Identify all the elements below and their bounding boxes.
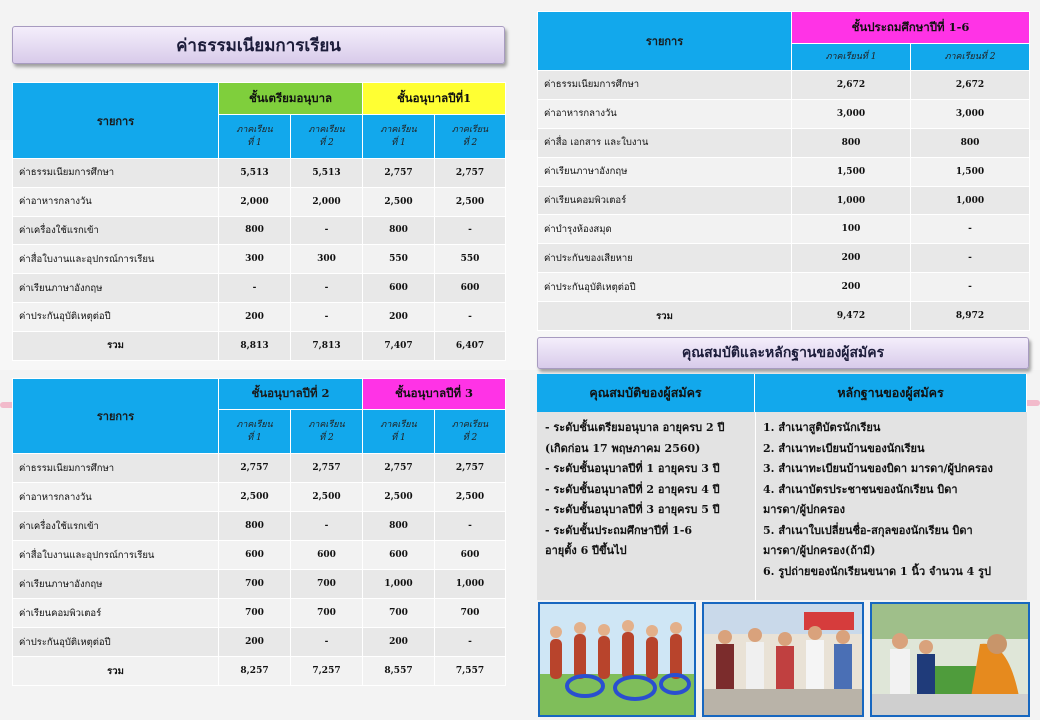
fee-cell: 3,000	[911, 99, 1030, 128]
fee-cell: 600	[219, 541, 291, 570]
row-label: ค่าเรียนคอมพิวเตอร์	[13, 599, 219, 628]
semester-header: ภาคเรียน ที่ 1	[219, 410, 291, 454]
fee-cell: 1,000	[911, 186, 1030, 215]
fee-cell: 700	[219, 570, 291, 599]
fee-cell: 2,500	[435, 483, 506, 512]
fee-cell: 300	[291, 245, 363, 274]
row-label: ค่าธรรมเนียมการศึกษา	[538, 71, 792, 100]
table-row	[13, 302, 506, 331]
fee-cell: 2,000	[291, 187, 363, 216]
fee-cell: 2,757	[291, 454, 363, 483]
table-row	[13, 570, 506, 599]
fee-cell: 200	[219, 302, 291, 331]
row-label: ค่าประกันอุบัติเหตุต่อปี	[13, 628, 219, 657]
fee-cell: -	[435, 216, 506, 245]
fee-cell: 800	[363, 216, 435, 245]
fee-cell: 200	[363, 302, 435, 331]
row-label: ค่าสื่อใบงานและอุปกรณ์การเรียน	[13, 541, 219, 570]
group-header-kinder3: ชั้นอนุบาลปีที่ 3	[363, 379, 506, 410]
row-label: ค่าสื่อใบงานและอุปกรณ์การเรียน	[13, 245, 219, 274]
row-label: ค่าเรียนภาษาอังกฤษ	[13, 274, 219, 303]
semester-header: ภาคเรียน ที่ 1	[219, 115, 291, 159]
fee-cell: -	[435, 302, 506, 331]
semester-header: ภาคเรียน ที่ 2	[291, 115, 363, 159]
fee-cell: -	[291, 274, 363, 303]
fee-cell: 1,500	[911, 157, 1030, 186]
row-label: ค่าอาหารกลางวัน	[13, 187, 219, 216]
fee-cell: 700	[435, 599, 506, 628]
fee-cell: 2,672	[792, 71, 911, 100]
table-row	[538, 99, 1030, 128]
fee-cell: 2,757	[363, 159, 435, 188]
table-row	[538, 273, 1030, 302]
list-item: 4. สำเนาบัตรประชาชนของนักเรียน บิดา	[763, 482, 958, 496]
total-row	[13, 331, 506, 360]
table-row	[13, 216, 506, 245]
documents-list	[763, 418, 993, 582]
documents-header: หลักฐานของผู้สมัคร	[755, 374, 1027, 412]
group-header-prekinder: ชั้นเตรียมอนุบาล	[219, 83, 363, 115]
fee-table-primary	[537, 11, 1030, 331]
fee-cell: 2,500	[291, 483, 363, 512]
page-title: ค่าธรรมเนียมการเรียน	[12, 26, 505, 64]
fee-cell: 2,672	[911, 71, 1030, 100]
table-row	[13, 599, 506, 628]
total-cell: 8,557	[363, 657, 435, 686]
fee-cell: 2,500	[435, 187, 506, 216]
fee-cell: 800	[219, 216, 291, 245]
fee-cell: 600	[291, 541, 363, 570]
row-label: ค่าธรรมเนียมการศึกษา	[13, 454, 219, 483]
qualifications-list	[545, 418, 724, 562]
fee-cell: 2,757	[435, 454, 506, 483]
table-row	[13, 159, 506, 188]
table-row	[538, 244, 1030, 273]
total-cell: 7,407	[363, 331, 435, 360]
total-label: รวม	[13, 331, 219, 360]
list-item: 6. รูปถ่ายของนักเรียนขนาด 1 นิ้ว จำนวน 4 รูป	[763, 564, 992, 578]
total-label: รวม	[538, 302, 792, 331]
fee-cell: 600	[435, 274, 506, 303]
total-row	[13, 657, 506, 686]
fee-cell: 700	[219, 599, 291, 628]
semester-header: ภาคเรียน ที่ 2	[435, 410, 506, 454]
row-label: ค่าสื่อ เอกสาร และใบงาน	[538, 128, 792, 157]
list-item: - ระดับชั้นประถมศึกษาปีที่ 1-6	[545, 523, 693, 537]
row-label: ค่าประกันอุบัติเหตุต่อปี	[538, 273, 792, 302]
fee-cell: 5,513	[219, 159, 291, 188]
row-label: ค่าประกันของเสียหาย	[538, 244, 792, 273]
fee-cell: -	[219, 274, 291, 303]
group-header-kinder1: ชั้นอนุบาลปีที่1	[363, 83, 506, 115]
total-cell: 8,257	[219, 657, 291, 686]
divider	[755, 412, 756, 600]
row-label: ค่าเครื่องใช้แรกเข้า	[13, 216, 219, 245]
fee-cell: -	[911, 273, 1030, 302]
semester-header: ภาคเรียน ที่ 2	[291, 410, 363, 454]
fee-cell: 2,757	[219, 454, 291, 483]
fee-cell: -	[291, 512, 363, 541]
fee-cell: 700	[291, 570, 363, 599]
fee-cell: 2,757	[435, 159, 506, 188]
row-label: ค่าอาหารกลางวัน	[13, 483, 219, 512]
list-item: - ระดับชั้นอนุบาลปีที่ 2 อายุครบ 4 ปี	[545, 482, 720, 496]
list-item: - ระดับชั้นอนุบาลปีที่ 3 อายุครบ 5 ปี	[545, 503, 720, 516]
fee-cell: 2,757	[363, 454, 435, 483]
row-label: ค่าเรียนคอมพิวเตอร์	[538, 186, 792, 215]
fee-cell: 600	[435, 541, 506, 570]
column-header-item: รายการ	[538, 12, 792, 71]
total-cell: 6,407	[435, 331, 506, 360]
table-row	[538, 215, 1030, 244]
total-label: รวม	[13, 657, 219, 686]
total-cell: 8,813	[219, 331, 291, 360]
fee-table-kinder-1	[12, 82, 506, 361]
semester-header: ภาคเรียนที่ 2	[911, 44, 1030, 71]
table-row	[538, 128, 1030, 157]
table-row	[13, 187, 506, 216]
table-row	[13, 628, 506, 657]
fee-cell: 200	[219, 628, 291, 657]
fee-cell: -	[291, 628, 363, 657]
row-label: ค่าธรรมเนียมการศึกษา	[13, 159, 219, 188]
list-item: มารดา/ผู้ปกครอง	[763, 503, 846, 516]
semester-header: ภาคเรียน ที่ 2	[435, 115, 506, 159]
table-row	[538, 157, 1030, 186]
list-item: - ระดับชั้นเตรียมอนุบาล อายุครบ 2 ปี	[545, 421, 725, 434]
fee-table-kinder-2	[12, 378, 506, 686]
total-row	[538, 302, 1030, 331]
fee-cell: 800	[792, 128, 911, 157]
table-row	[538, 71, 1030, 100]
photo-ceremony-monk	[870, 602, 1030, 717]
fee-cell: 3,000	[792, 99, 911, 128]
fee-cell: -	[291, 302, 363, 331]
column-header-item: รายการ	[13, 83, 219, 159]
table-row	[13, 245, 506, 274]
fee-cell: -	[911, 215, 1030, 244]
row-label: ค่าเรียนภาษาอังกฤษ	[538, 157, 792, 186]
fee-cell: 1,000	[363, 570, 435, 599]
fee-cell: 800	[363, 512, 435, 541]
qualifications-header: คุณสมบัติของผู้สมัคร	[537, 374, 755, 412]
qualifications-panel	[537, 374, 1027, 600]
total-cell: 9,472	[792, 302, 911, 331]
list-item: (เกิดก่อน 17 พฤษภาคม 2560)	[545, 441, 701, 455]
fee-cell: 600	[363, 541, 435, 570]
fee-cell: 300	[219, 245, 291, 274]
fee-cell: 700	[291, 599, 363, 628]
fee-cell: 700	[363, 599, 435, 628]
row-label: ค่าอาหารกลางวัน	[538, 99, 792, 128]
fee-cell: 800	[911, 128, 1030, 157]
table-row	[13, 274, 506, 303]
fee-cell: 550	[363, 245, 435, 274]
total-cell: 8,972	[911, 302, 1030, 331]
fee-cell: 1,000	[435, 570, 506, 599]
fee-cell: 2,000	[219, 187, 291, 216]
fee-cell: -	[435, 512, 506, 541]
total-cell: 7,557	[435, 657, 506, 686]
table-row	[13, 454, 506, 483]
qualifications-title: คุณสมบัติและหลักฐานของผู้สมัคร	[537, 337, 1029, 369]
table-row	[13, 483, 506, 512]
list-item: มารดา/ผู้ปกครอง(ถ้ามี)	[763, 544, 876, 557]
row-label: ค่าบำรุงห้องสมุด	[538, 215, 792, 244]
fee-cell: 200	[363, 628, 435, 657]
fee-cell: 2,500	[219, 483, 291, 512]
column-header-item: รายการ	[13, 379, 219, 454]
fee-cell: -	[291, 216, 363, 245]
fee-cell: 2,500	[363, 187, 435, 216]
photo-dance-performance	[538, 602, 696, 717]
fee-cell: 5,513	[291, 159, 363, 188]
list-item: อายุตั้ง 6 ปีขึ้นไป	[545, 544, 627, 557]
fee-cell: 100	[792, 215, 911, 244]
fee-cell: 600	[363, 274, 435, 303]
fee-cell: -	[435, 628, 506, 657]
fee-cell: 200	[792, 273, 911, 302]
group-header-primary: ชั้นประถมศึกษาปีที่ 1-6	[792, 12, 1030, 44]
row-label: ค่าประกันอุบัติเหตุต่อปี	[13, 302, 219, 331]
row-label: ค่าเครื่องใช้แรกเข้า	[13, 512, 219, 541]
fee-cell: -	[911, 244, 1030, 273]
table-row	[538, 186, 1030, 215]
group-header-kinder2: ชั้นอนุบาลปีที่ 2	[219, 379, 363, 410]
fee-cell: 200	[792, 244, 911, 273]
row-label: ค่าเรียนภาษาอังกฤษ	[13, 570, 219, 599]
list-item: - ระดับชั้นอนุบาลปีที่ 1 อายุครบ 3 ปี	[545, 462, 720, 475]
list-item: 5. สำเนาใบเปลี่ยนชื่อ-สกุลของนักเรียน บิดา	[763, 523, 973, 537]
photo-children-costumes	[702, 602, 864, 717]
semester-header: ภาคเรียน ที่ 1	[363, 115, 435, 159]
list-item: 1. สำเนาสูติบัตรนักเรียน	[763, 421, 881, 434]
total-cell: 7,813	[291, 331, 363, 360]
list-item: 3. สำเนาทะเบียนบ้านของบิดา มารดา/ผู้ปกครอง	[763, 462, 993, 475]
semester-header: ภาคเรียนที่ 1	[792, 44, 911, 71]
fee-cell: 550	[435, 245, 506, 274]
list-item: 2. สำเนาทะเบียนบ้านของนักเรียน	[763, 441, 925, 455]
fee-cell: 1,500	[792, 157, 911, 186]
table-row	[13, 512, 506, 541]
fee-cell: 2,500	[363, 483, 435, 512]
fee-cell: 800	[219, 512, 291, 541]
total-cell: 7,257	[291, 657, 363, 686]
fee-cell: 1,000	[792, 186, 911, 215]
semester-header: ภาคเรียน ที่ 1	[363, 410, 435, 454]
table-row	[13, 541, 506, 570]
